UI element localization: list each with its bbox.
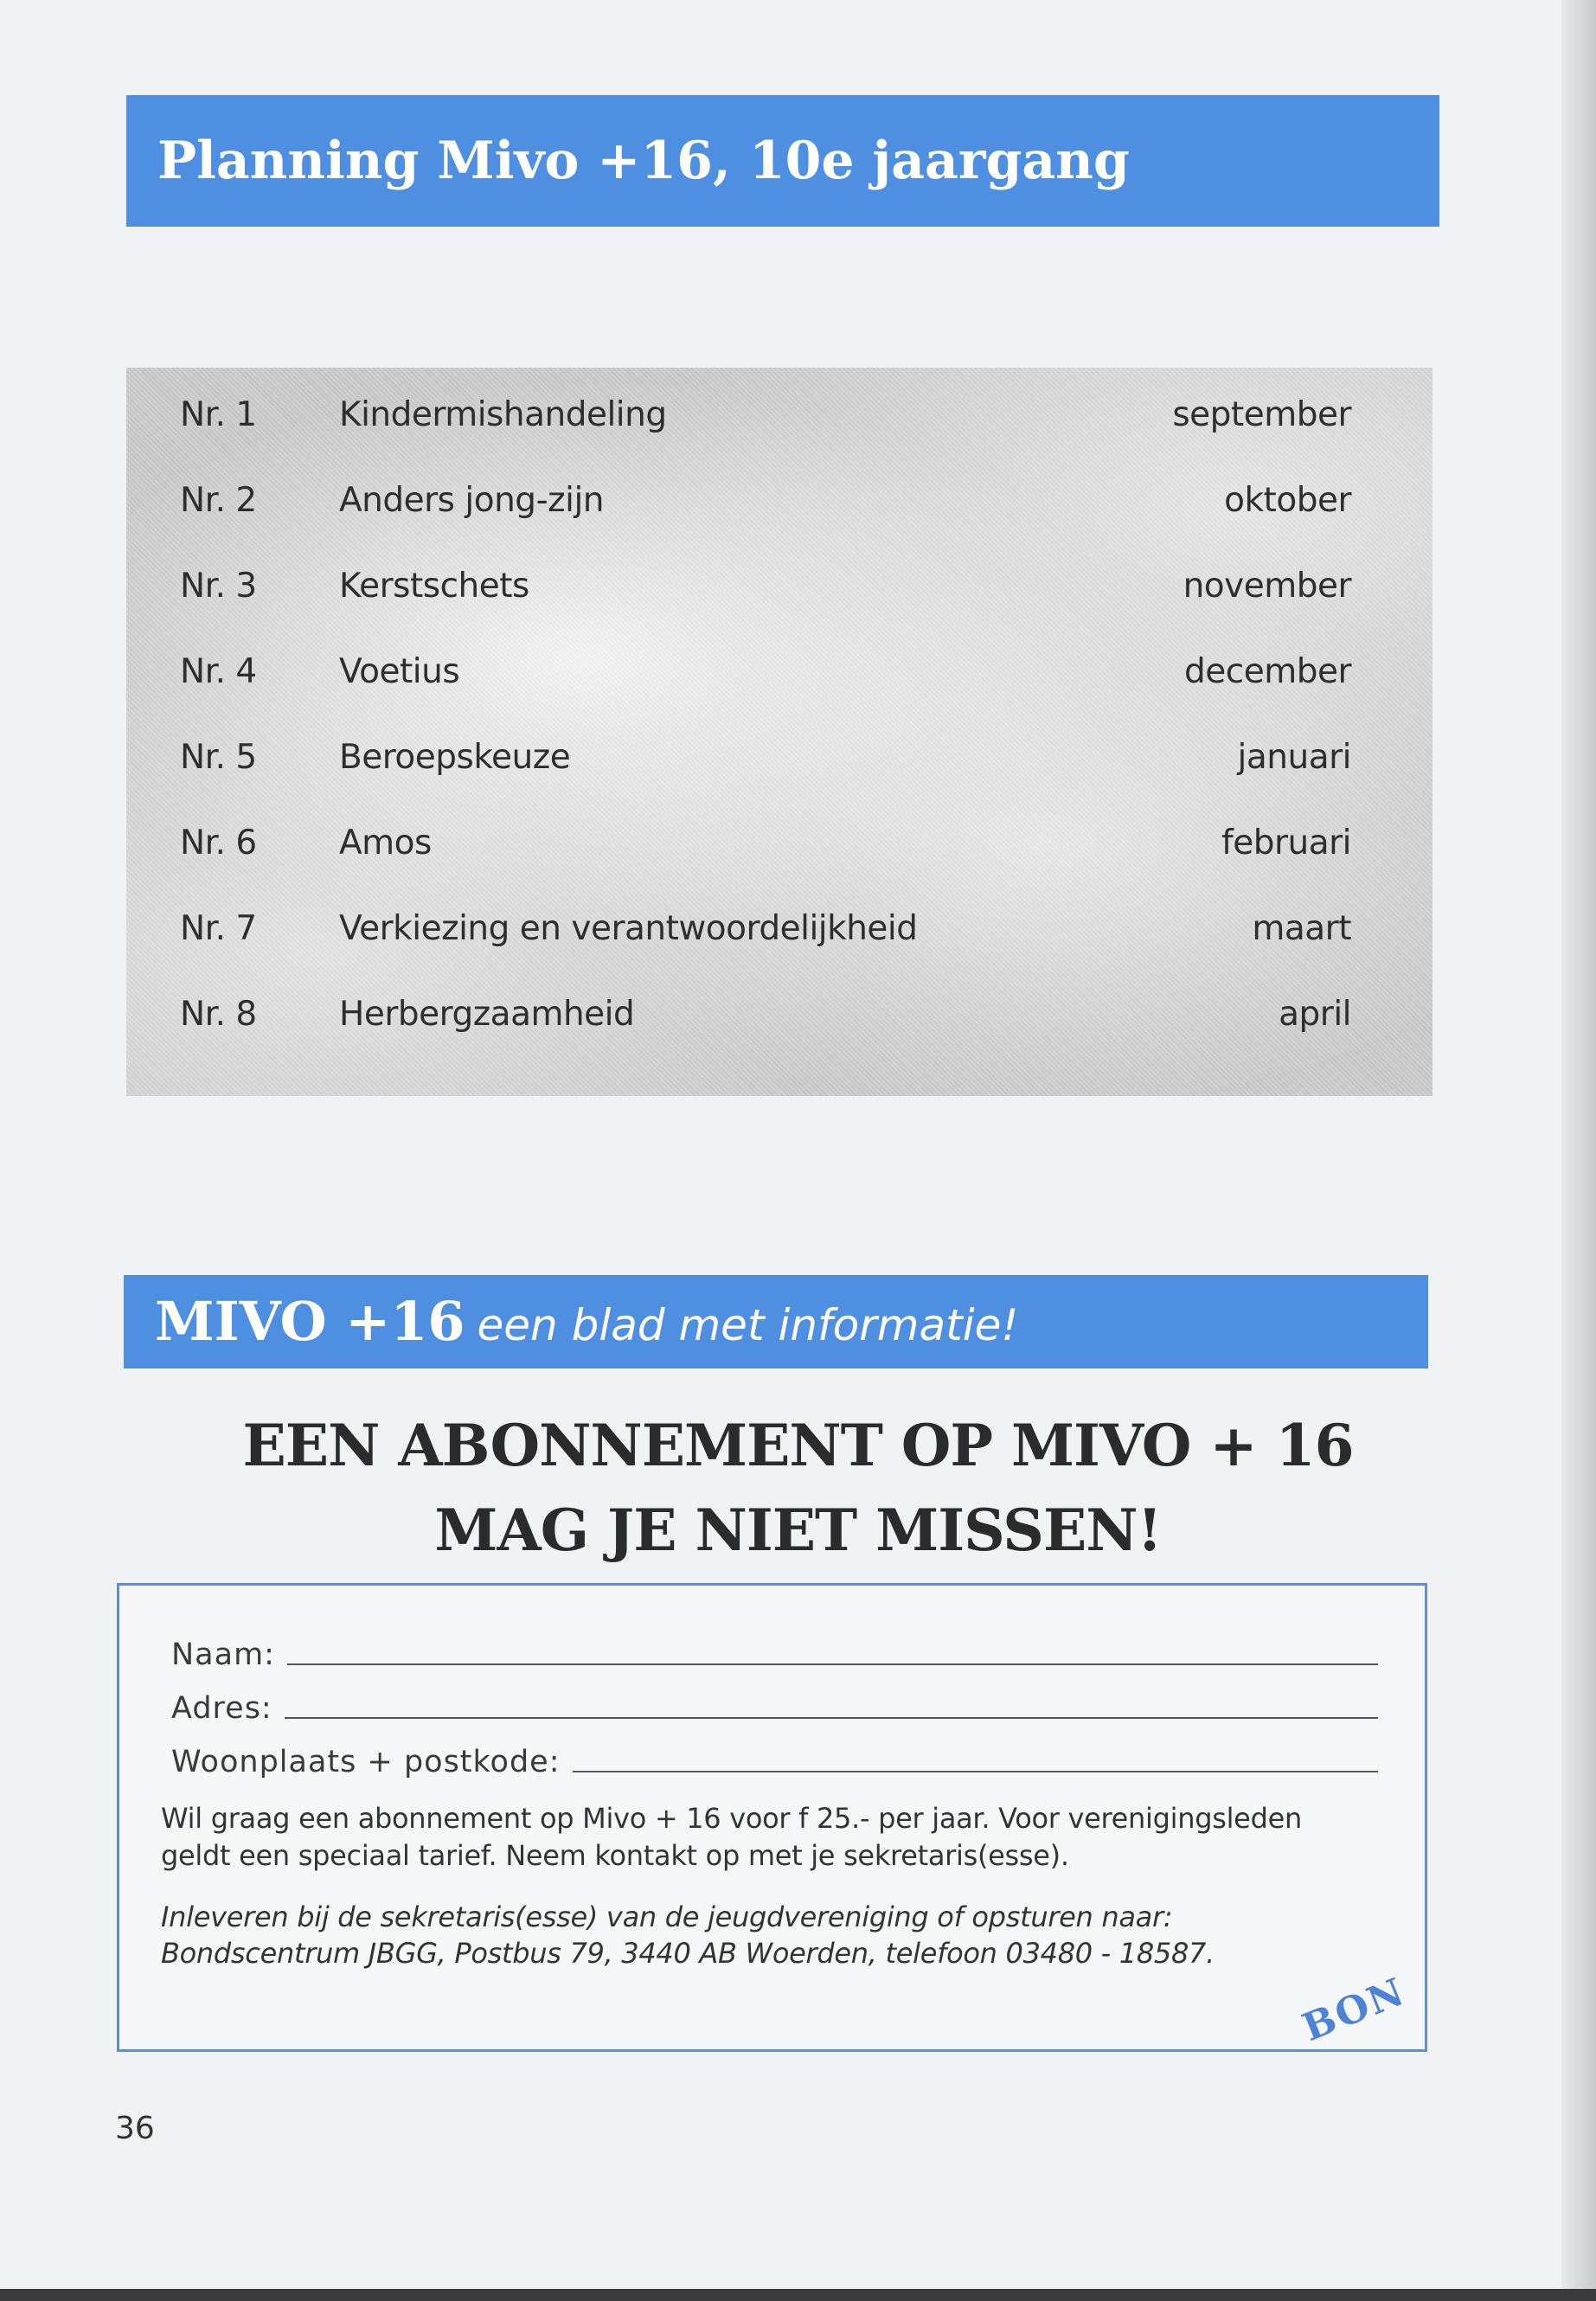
table-row (126, 984, 1433, 1045)
table-row (126, 385, 1433, 445)
address-field[interactable] (171, 1682, 1378, 1726)
issue-topic: Voetius (339, 652, 460, 691)
issue-topic: Herbergzaamheid (339, 995, 635, 1034)
coupon-body-text: Wil graag een abonnement op Mivo + 16 voor f 25.- per jaar. Voor verenigingsleden geldt een speciaal tarief. Neem kontakt op met je sekretaris(esse). (161, 1802, 1302, 1872)
issue-topic: Amos (339, 824, 432, 862)
page-number: 36 (115, 2111, 155, 2146)
issue-topic: Beroepskeuze (339, 738, 571, 777)
page-title: Planning Mivo +16, 10e jaargang (157, 131, 1130, 191)
bon-stamp: BON (1297, 1969, 1413, 2051)
issue-month: april (1279, 995, 1351, 1034)
issue-topic: Kindermishandeling (339, 395, 667, 434)
issue-number: Nr. 1 (180, 395, 257, 434)
issue-topic: Kerstschets (339, 567, 529, 606)
issue-number: Nr. 4 (180, 652, 257, 691)
address-label: Adres: (171, 1691, 272, 1726)
tagline: een blad met informatie! (477, 1300, 1019, 1350)
issue-number: Nr. 3 (180, 567, 257, 606)
brand-name: MIVO +16 (155, 1290, 465, 1353)
page-edge (1561, 0, 1596, 2301)
table-row (126, 813, 1433, 874)
issue-schedule-table (126, 368, 1433, 1096)
name-label: Naam: (171, 1638, 275, 1672)
issue-number: Nr. 7 (180, 909, 257, 948)
coupon-address-note: Inleveren bij de sekretaris(esse) van de jeugdvereniging of opsturen naar: Bondscentrum JBGG, Postbus 79, 3440 AB Woerden, telefoon 03480 - 18587. (161, 1900, 1215, 1970)
issue-month: maart (1252, 909, 1351, 948)
issue-topic: Anders jong-zijn (339, 481, 604, 520)
table-row (126, 727, 1433, 788)
table-row (126, 642, 1433, 702)
city-postcode-line[interactable] (573, 1771, 1378, 1772)
address-line[interactable] (285, 1717, 1378, 1719)
issue-month: januari (1237, 738, 1351, 777)
issue-month: oktober (1224, 481, 1351, 520)
subscription-coupon (117, 1583, 1427, 2052)
issue-month: september (1172, 395, 1351, 434)
issue-month: november (1183, 567, 1351, 606)
headline-line-1: EEN ABONNEMENT OP MIVO + 16 (242, 1412, 1354, 1479)
city-postcode-field[interactable] (171, 1736, 1378, 1779)
issue-topic: Verkiezing en verantwoordelijkheid (339, 909, 918, 948)
issue-number: Nr. 2 (180, 481, 257, 520)
name-line[interactable] (287, 1663, 1378, 1665)
issue-number: Nr. 6 (180, 824, 257, 862)
issue-month: december (1184, 652, 1351, 691)
issue-number: Nr. 8 (180, 995, 257, 1034)
subtitle-banner (124, 1275, 1428, 1368)
issue-number: Nr. 5 (180, 738, 257, 777)
page-bottom-edge (0, 2289, 1596, 2301)
issue-month: februari (1221, 824, 1351, 862)
title-banner (126, 95, 1439, 227)
headline-line-2: MAG JE NIET MISSEN! (434, 1497, 1162, 1564)
city-postcode-label: Woonplaats + postkode: (171, 1745, 561, 1779)
name-field[interactable] (171, 1629, 1378, 1672)
table-row (126, 471, 1433, 531)
table-row (126, 899, 1433, 959)
table-row (126, 556, 1433, 617)
